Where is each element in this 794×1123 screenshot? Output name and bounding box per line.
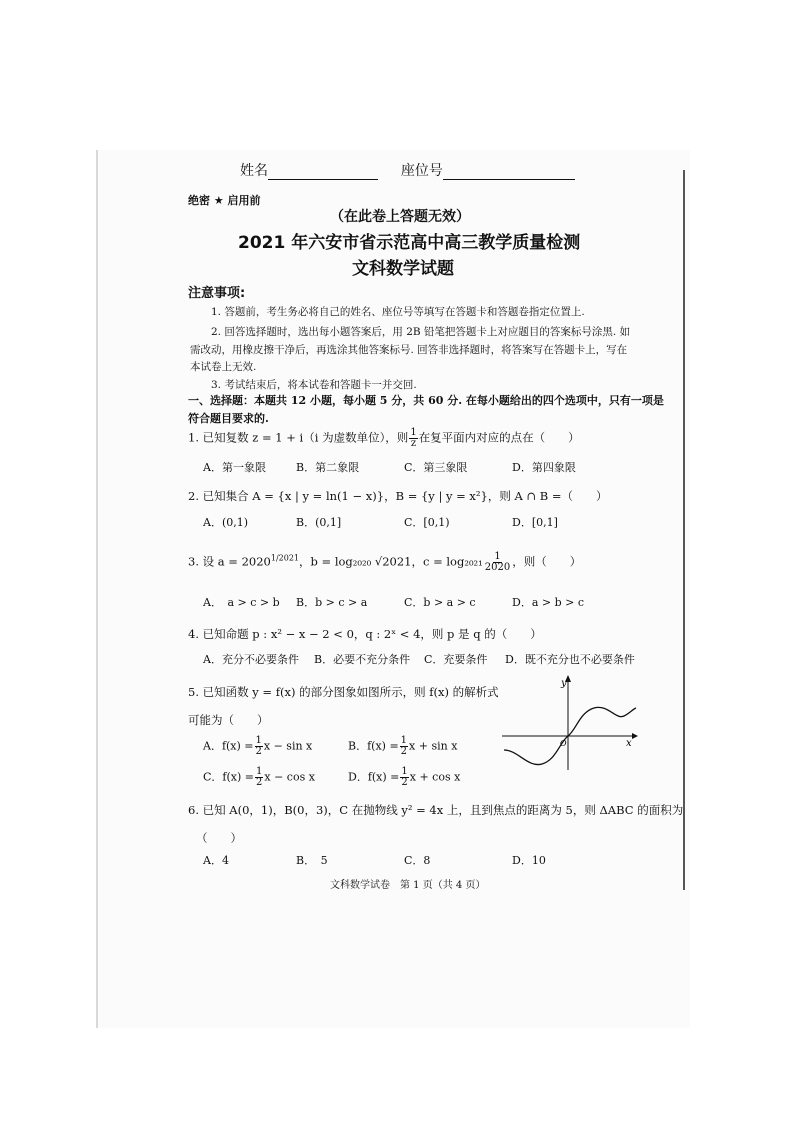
notice-item-1: 1. 答题前，考生务必将自己的姓名、座位号等填写在答题卡和答题卷指定位置上.: [211, 306, 585, 318]
q5-option-d: D．f(x) = $\frac{1}{2}$ x + cos x: [348, 766, 461, 788]
notice-item-3: 3. 考试结束后，将本试卷和答题卡一并交回.: [211, 379, 417, 391]
q1-stem-a: 1. 已知复数 z = 1 + i（i 为虚数单位），则: [188, 430, 409, 445]
notice-item-2b: 需改动，用橡皮擦干净后，再选涂其他答案标号. 回答非选择题时，将答案写在答题卡上，写在: [190, 344, 628, 356]
q1-stem-b: 在复平面内对应的点在（ ）: [418, 430, 580, 445]
origin-label: O: [560, 739, 567, 748]
q1-option-d: D．第四象限: [512, 461, 576, 474]
half-fraction: $\frac{1}{2}$: [400, 735, 408, 757]
q6-option-d: D．10: [512, 854, 546, 867]
y-axis-label: y: [561, 678, 567, 689]
sheet-left-edge: [96, 150, 98, 1028]
section1-line1: 一、选择题：本题共 12 小题，每小题 5 分，共 60 分. 在每小题给出的四个选项中，只有一项是: [188, 394, 664, 407]
q5-function-graph: [500, 672, 640, 772]
q2-option-a: A．(0,1): [203, 516, 249, 529]
q3-stem-a: 3. 设 a = 2020: [188, 554, 271, 569]
q5-option-c: C．f(x) = $\frac{1}{2}$ x − cos x: [203, 766, 315, 788]
x-axis-arrow-icon: [632, 733, 638, 739]
q4-option-d: D．既不充分也不必要条件: [505, 653, 635, 666]
page-footer: 文科数学试卷 第 1 页（共 4 页）: [330, 880, 486, 891]
q3-fraction: $\frac{1}{2020}$: [484, 551, 511, 573]
sheet-right-edge: [683, 170, 685, 890]
invalid-note: （在此卷上答题无效）: [330, 209, 470, 225]
q5-stem-b: 可能为（ ）: [188, 713, 269, 727]
q4-option-a: A．充分不必要条件: [203, 653, 299, 666]
q1-option-b: B．第二象限: [296, 461, 360, 474]
notice-item-2c: 本试卷上无效.: [190, 361, 257, 373]
q1-fraction: $\frac{1}{z}$: [410, 427, 417, 449]
q5-stem-a: 5. 已知函数 y = f(x) 的部分图象如图所示，则 f(x) 的解析式: [188, 685, 499, 699]
q6-paren: （ ）: [196, 831, 242, 845]
exam-subtitle: 文科数学试题: [352, 259, 454, 279]
name-field: [240, 160, 575, 180]
notice-heading: 注意事项:: [188, 286, 246, 301]
q3-option-a: A． a > c > b: [203, 596, 280, 609]
q6-option-c: C．8: [404, 854, 431, 867]
q3-option-b: B．b > c > a: [296, 596, 368, 609]
x-axis-label: x: [626, 738, 632, 749]
q1-option-a: A．第一象限: [203, 461, 266, 474]
seat-label: 座位号: [400, 163, 443, 179]
q4-stem: 4. 已知命题 p : x² − x − 2 < 0，q : 2ˣ < 4，则 p 是 q 的（ ）: [188, 627, 542, 641]
section1-line2: 符合题目要求的.: [188, 412, 269, 425]
q1-option-c: C．第三象限: [404, 461, 468, 474]
q5-option-a: A．f(x) = $\frac{1}{2}$ x − sin x: [203, 735, 313, 757]
q2-option-b: B．(0,1]: [296, 516, 342, 529]
q3-stem-c: ，则（ ）: [512, 554, 582, 569]
name-blank: [268, 165, 378, 180]
q1-stem: [188, 428, 580, 449]
half-fraction: $\frac{1}{2}$: [256, 766, 263, 788]
q2-option-d: D．[0,1]: [512, 516, 558, 529]
q4-option-b: B．必要不充分条件: [314, 653, 411, 666]
q6-option-b: B． 5: [296, 854, 328, 867]
q4-option-c: C．充要条件: [424, 653, 488, 666]
q6-option-a: A．4: [203, 854, 229, 867]
name-label: 姓名: [240, 163, 268, 179]
q3-stem-b: ，b = log₂₀₂₀ √2021，c = log₂₀₂₁: [299, 554, 483, 569]
notice-item-2a: 2. 回答选择题时，选出每小题答案后，用 2B 铅笔把答题卡上对应题目的答案标号涂黑. 如: [211, 326, 631, 338]
q3-option-c: C．b > a > c: [404, 596, 476, 609]
q3-exponent: 1/2021: [270, 553, 300, 563]
q2-option-c: C．[0,1): [404, 516, 450, 529]
q6-stem: 6. 已知 A(0，1)，B(0，3)，C 在抛物线 y² = 4x 上，且到焦点的距离为 5，则 ΔABC 的面积为: [188, 803, 684, 817]
q5-option-b: B．f(x) = $\frac{1}{2}$ x + sin x: [348, 735, 458, 757]
exam-sheet: [96, 150, 690, 1028]
secret-label: 绝密 ★ 启用前: [188, 194, 261, 207]
half-fraction: $\frac{1}{2}$: [255, 735, 262, 757]
seat-blank: [443, 165, 575, 180]
q2-stem: 2. 已知集合 A = {x | y = ln(1 − x)}，B = {y | y = x²}，则 A ∩ B =（ ）: [188, 489, 608, 503]
exam-title: 2021 年六安市省示范高中高三教学质量检测: [238, 233, 581, 253]
q3-option-d: D．a > b > c: [512, 596, 584, 609]
half-fraction: $\frac{1}{2}$: [401, 766, 408, 788]
q3-stem: [188, 552, 581, 573]
